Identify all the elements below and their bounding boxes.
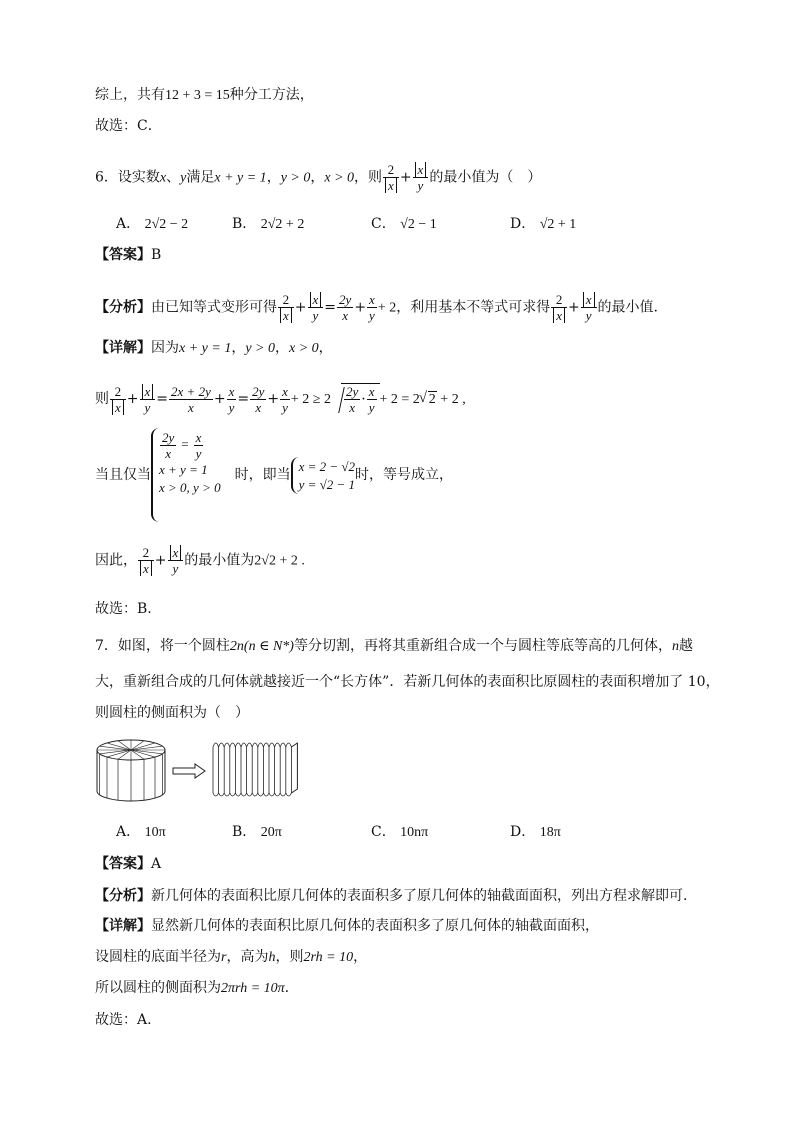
sep: 、 <box>166 169 181 186</box>
q7-option-b[interactable]: B． 20π <box>232 824 282 840</box>
equation: 2rh = 10 <box>303 950 354 965</box>
equation: 2πrh = 10π <box>221 981 285 996</box>
detail-text: 所以圆柱的侧面积为 <box>95 980 221 996</box>
detail-text: 显然新几何体的表面积比原几何体的表面积多了原几何体的轴截面面积， <box>151 918 599 934</box>
detail-tag: 【详解】 <box>95 918 151 934</box>
detail-text: . <box>284 980 290 996</box>
then-word: 则 <box>95 391 109 407</box>
q6-stem-text: 满足 <box>186 169 215 186</box>
detail-text: ，则 <box>275 949 304 965</box>
min-text: 的最小值为 <box>184 552 255 569</box>
q7-stem-line1 <box>95 637 693 656</box>
analysis-text: 新几何体的表面积比原几何体的表面积多了原几何体的轴截面面积，列出方程求解即可. <box>151 888 688 904</box>
q6-stem-text: 的最小值为（ ） <box>429 169 542 186</box>
q7-detail <box>95 917 599 935</box>
q7-figure <box>95 733 315 833</box>
analysis-text: 由已知等式变形可得 <box>151 299 277 316</box>
system-of-equations: $\frac{2y}{x}$ = $\frac{x}{y}$ x + y = 1 x > 0, y > 0 <box>151 428 221 522</box>
condition: y > 0 <box>245 341 275 356</box>
when-text: 当且仅当 <box>95 467 151 483</box>
q7-option-c[interactable]: C． 10nπ <box>371 824 429 840</box>
fraction: $\frac{x}{y}$ <box>140 384 156 415</box>
when-text: 时，即当 <box>234 467 291 483</box>
answer-tag: 【答案】 <box>95 856 151 872</box>
fraction: $\frac{2y}{x}$ <box>339 292 352 323</box>
q6-stem: 6．设实数x、y满足x + y = 1，y > 0，x > 0，则 $\frac{2}{x}$ + $\frac{x}{y}$ 的最小值为（ ） <box>95 162 542 193</box>
fraction: $\frac{2}{x}$ <box>138 545 154 576</box>
q6-choice: 故选：B. <box>95 601 152 617</box>
fraction: $\frac{2x + 2y}{x}$ <box>171 383 211 415</box>
solution-x: x = 2 − √2 <box>298 458 356 474</box>
q7-text: 等分切割，再将其重新组合成一个与圆柱等底等高的几何体， <box>293 638 672 654</box>
prism-shape <box>213 743 297 796</box>
arrow-icon <box>173 764 205 778</box>
q6-analysis: 【分析】由已知等式变形可得 $\frac{2}{x}$ + $\frac{x}{y}$ = $\frac{2y}{x}$ + $\frac{x}{y}$ + 2，利用基本不等式可求得 $\frac{2}{x}$ + $\frac{x}{y}$ 的最小值. <box>95 292 658 323</box>
q6-derivation: 则 $\frac{2}{x}$ + $\frac{x}{y}$ = $\frac{2x + 2y}{x}$ + $\frac{x}{y}$ = $\frac{2y}{x}$ + $\frac{x}{y}$ + 2 ≥ 2 $\frac{2y}{x}$ · $\frac{x}{y}$ + 2 = 2√ 2 + 2 , <box>95 383 466 415</box>
q6-number: 6． <box>95 169 118 186</box>
summary-text: 综上，共有 <box>95 87 165 103</box>
fraction: $\frac{2}{x}$ <box>383 162 399 193</box>
therefore: 因此， <box>95 552 137 569</box>
condition: x > 0 <box>324 170 355 186</box>
system-line: x > 0, y > 0 <box>159 480 221 495</box>
q6-option-b[interactable]: B． 2√2 + 2 <box>232 216 305 232</box>
fraction: $\frac{2}{x}$ <box>110 384 126 415</box>
q7-option-d[interactable]: D． 18π <box>510 824 561 840</box>
condition: y > 0 <box>280 170 311 186</box>
fraction: $\frac{2y}{x}$ <box>252 383 265 415</box>
fraction: $\frac{x}{y}$ <box>308 292 324 323</box>
condition: x + y = 1 <box>179 341 232 356</box>
q7-answer <box>95 855 161 873</box>
analysis-text: 的最小值. <box>597 299 658 316</box>
n-set: (n ∈ N*) <box>243 639 294 654</box>
detail-text: ， <box>353 949 368 965</box>
detail-tag: 【详解】 <box>95 340 151 356</box>
comma: ， <box>275 340 289 356</box>
q6-stem-text: ，则 <box>354 169 383 186</box>
two-n: 2n <box>229 639 244 654</box>
q6-conclusion: 因此， $\frac{2}{x}$ + $\frac{x}{y}$ 的最小值为2√2 + 2 . <box>95 545 305 576</box>
fraction: $\frac{2}{x}$ <box>278 292 294 323</box>
detail-text: 因为 <box>151 340 179 356</box>
comma: ， <box>318 340 333 356</box>
condition: x > 0 <box>289 341 319 356</box>
q6-stem-text: 设实数 <box>117 169 160 186</box>
system-line: x + y = 1 <box>159 462 208 477</box>
answer-tag: 【答案】 <box>95 247 151 263</box>
fraction: $\frac{x}{y}$ <box>228 383 235 415</box>
q7-number: 7． <box>95 638 118 654</box>
cylinder-shape <box>97 740 165 801</box>
fraction: $\frac{x}{y}$ <box>168 545 184 576</box>
h-var: h <box>268 950 276 965</box>
detail-text: ，高为 <box>226 949 269 965</box>
comma: ， <box>310 169 325 186</box>
condition: x + y = 1 <box>214 170 267 186</box>
r-var: r <box>221 950 227 965</box>
detail-text: 设圆柱的底面半径为 <box>95 949 221 965</box>
q7-text: 越 <box>678 638 693 654</box>
summary-tail: 种分工方法， <box>229 87 314 103</box>
comma: ， <box>266 169 281 186</box>
q7-detail-line3 <box>95 979 289 998</box>
q7-detail-line2 <box>95 948 367 967</box>
comma: ， <box>231 340 246 356</box>
prev-answer-choice: 故选：C． <box>95 118 162 134</box>
sqrt: $\frac{2y}{x}$ · $\frac{x}{y}$ <box>331 383 380 415</box>
q6-option-d[interactable]: D． √2 + 1 <box>510 216 577 232</box>
summary-line <box>95 86 314 105</box>
q7-choice: 故选：A. <box>95 1012 152 1028</box>
fraction: $\frac{2}{x}$ <box>551 292 567 323</box>
q6-equality-condition <box>95 428 453 522</box>
q7-option-a[interactable]: A． 10π <box>116 824 166 840</box>
fraction: $\frac{x}{y}$ <box>581 292 597 323</box>
q6-answer <box>95 246 161 264</box>
q7-analysis <box>95 887 687 905</box>
analysis-tag: 【分析】 <box>95 299 151 316</box>
min-value: 2√2 + 2 . <box>254 553 305 569</box>
var-x: x <box>159 170 167 186</box>
fraction: $\frac{x}{y}$ <box>369 292 375 323</box>
solution-system <box>291 457 355 494</box>
analysis-tag: 【分析】 <box>95 888 151 904</box>
q6-option-a[interactable]: A． 2√2 − 2 <box>116 216 189 232</box>
q6-option-c[interactable]: C． √2 − 1 <box>371 216 437 232</box>
answer-value: B <box>151 247 162 263</box>
fraction: $\frac{x}{y}$ <box>282 383 288 415</box>
fraction: $\frac{x}{y}$ <box>413 162 429 193</box>
answer-value: A <box>151 856 162 872</box>
q6-detail <box>95 339 333 358</box>
solution-y: y = √2 − 1 <box>298 476 356 492</box>
q7-stem-line2: 大，重新组合成的几何体就越接近一个“长方体”．若新几何体的表面积比原圆柱的表面积增加了 10， <box>95 674 720 690</box>
n-var: n <box>671 639 679 654</box>
q7-stem-line3: 则圆柱的侧面积为（ ） <box>95 705 249 721</box>
when-text: 时，等号成立， <box>355 467 454 483</box>
var-y: y <box>180 170 187 186</box>
summary-formula: 12 + 3 = 15 <box>165 88 230 103</box>
q7-text: 如图，将一个圆柱 <box>117 638 230 654</box>
analysis-text: ，利用基本不等式可求得 <box>396 299 551 316</box>
